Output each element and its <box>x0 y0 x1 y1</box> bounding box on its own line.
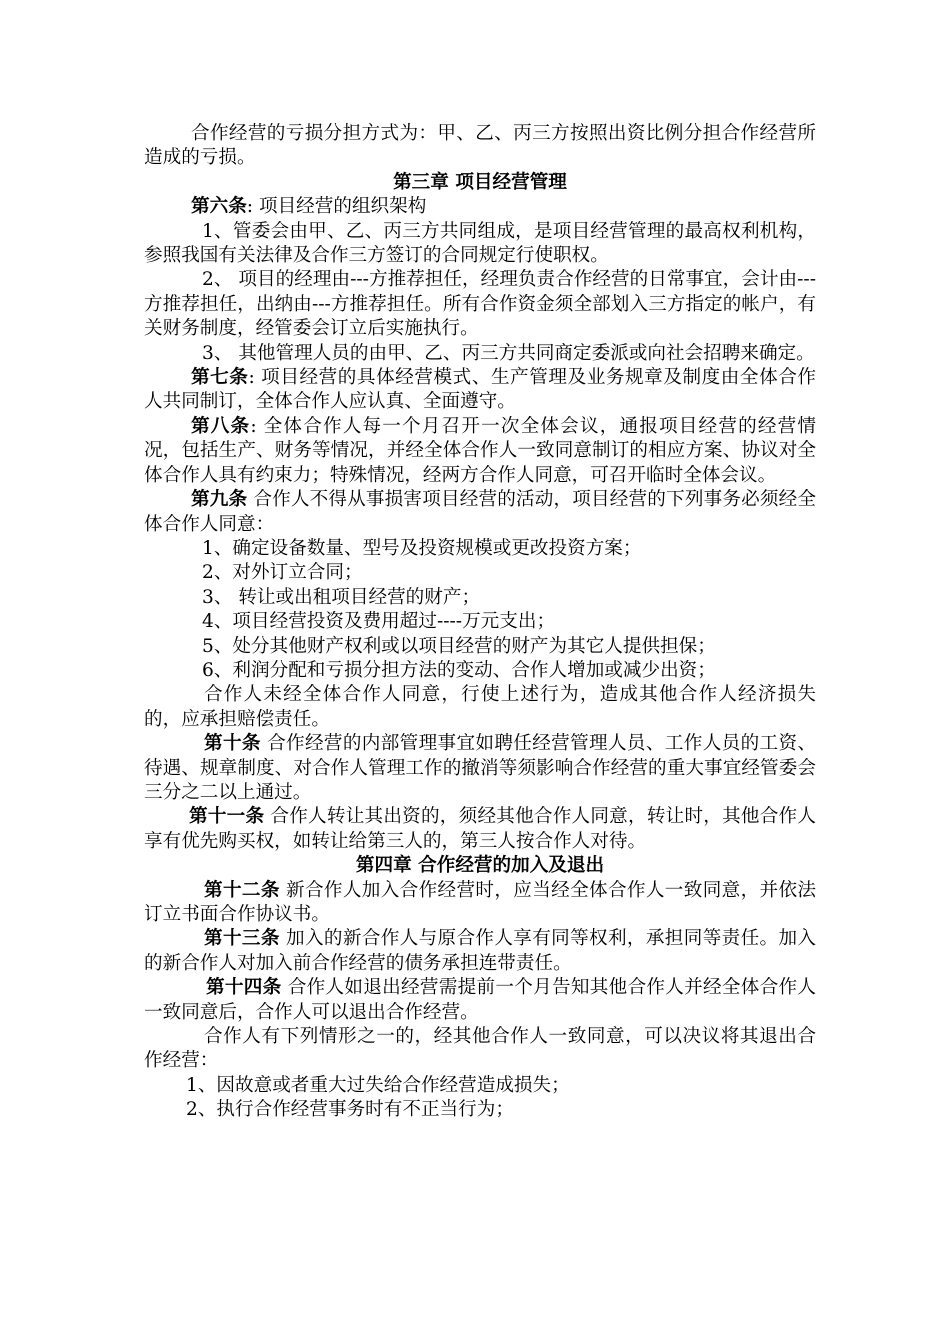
article-12-label: 第十二条 <box>204 879 280 901</box>
article-6-label: 第六条 <box>191 196 247 218</box>
article-8-label: 第八条 <box>191 415 251 437</box>
article-13 <box>144 927 816 976</box>
article-12-text: 新合作人加入合作经营时，应当经全体合作人一致同意，并依法订立书面合作协议书。 <box>144 879 816 925</box>
article-9-label: 第九条 <box>191 489 248 511</box>
article-10-label: 第十条 <box>204 733 261 755</box>
article-8 <box>144 415 816 488</box>
paragraph-loss-sharing: 合作经营的亏损分担方式为：甲、乙、丙三方按照出资比例分担合作经营所造成的亏损。 <box>144 123 816 169</box>
article-9-item-1: 1、确定设备数量、型号及投资规模或更改投资方案； <box>202 537 642 559</box>
article-9 <box>144 488 816 537</box>
article-9-item-4: 4、项目经营投资及费用超过----万元支出； <box>202 611 556 633</box>
article-12 <box>144 879 816 928</box>
article-7 <box>144 366 816 415</box>
chapter-4-title: 第四章 合作经营的加入及退出 <box>355 855 605 877</box>
article-14 <box>144 976 816 1025</box>
article-9-text: 合作人不得从事损害项目经营的活动，项目经营的下列事务必须经全体合作人同意： <box>144 489 816 535</box>
article-9-tail: 合作人未经全体合作人同意，行使上述行为，造成其他合作人经济损失的，应承担赔偿责任。 <box>144 684 816 730</box>
article-14-text: 合作人如退出经营需提前一个月告知其他合作人并经全体合作人一致同意后，合作人可以退出合作经营。 <box>144 977 816 1023</box>
article-14-tail: 合作人有下列情形之一的，经其他合作人一致同意，可以决议将其退出合作经营： <box>144 1026 816 1072</box>
article-11-text: 合作人转让其出资的，须经其他合作人同意，转让时，其他合作人享有优先购买权，如转让给第三人的，第三人按合作人对待。 <box>144 806 816 852</box>
article-13-text: 加入的新合作人与原合作人享有同等权利，承担同等责任。加入的新合作人对加入前合作经营的债务承担连带责任。 <box>144 928 816 974</box>
article-7-label: 第七条 <box>191 367 249 389</box>
article-10 <box>144 732 816 805</box>
article-6-item-2: 2、 项目的经理由---方推荐担任，经理负责合作经营的日常事宜，会计由---方推荐担任，出纳由---方推荐担任。所有合作资金须全部划入三方指定的帐户，有关财务制度，经管委会订立后实施执行。 <box>144 269 816 340</box>
article-8-text: : 全体合作人每一个月召开一次全体会议，通报项目经营的经营情况，包括生产、财务等情况，并经全体合作人一致同意制订的相应方案、协议对全体合作人具有约束力；特殊情况，经两方合作人同意，可召开临时全体会议。 <box>144 415 816 486</box>
chapter-3-title: 第三章 项目经营管理 <box>393 171 567 193</box>
article-6 <box>144 195 816 219</box>
article-6-item-1: 1、管委会由甲、乙、丙三方共同组成，是项目经营管理的最高权利机构，参照我国有关法律及合作三方签订的合同规定行使职权。 <box>144 220 816 267</box>
article-11 <box>144 805 816 854</box>
article-7-text: : 项目经营的具体经营模式、生产管理及业务规章及制度由全体合作人共同制订，全体合作人应认真、全面遵守。 <box>144 367 816 413</box>
document-page <box>144 122 816 1123</box>
article-14-label: 第十四条 <box>206 977 282 999</box>
article-11-label: 第十一条 <box>189 806 265 828</box>
article-9-item-3: 3、 转让或出租项目经营的财产； <box>202 586 481 608</box>
article-9-item-2: 2、对外订立合同； <box>202 562 363 584</box>
article-13-label: 第十三条 <box>204 928 280 950</box>
article-6-item-3: 3、 其他管理人员的由甲、乙、丙三方共同商定委派或向社会招聘来确定。 <box>202 342 815 364</box>
exit-item-1: 1、因故意或者重大过失给合作经营造成损失； <box>186 1074 570 1096</box>
article-10-text: 合作经营的内部管理事宜如聘任经营管理人员、工作人员的工资、待遇、规章制度、对合作人管理工作的撤消等须影响合作经营的重大事宜经管委会三分之二以上通过。 <box>144 733 816 803</box>
article-9-item-5: 5、处分其他财产权利或以项目经营的财产为其它人提供担保； <box>202 635 716 657</box>
article-6-text: : 项目经营的组织架构 <box>246 196 427 218</box>
article-9-item-6: 6、利润分配和亏损分担方法的变动、合作人增加或减少出资； <box>202 659 716 681</box>
exit-item-2: 2、执行合作经营事务时有不正当行为； <box>186 1099 514 1121</box>
